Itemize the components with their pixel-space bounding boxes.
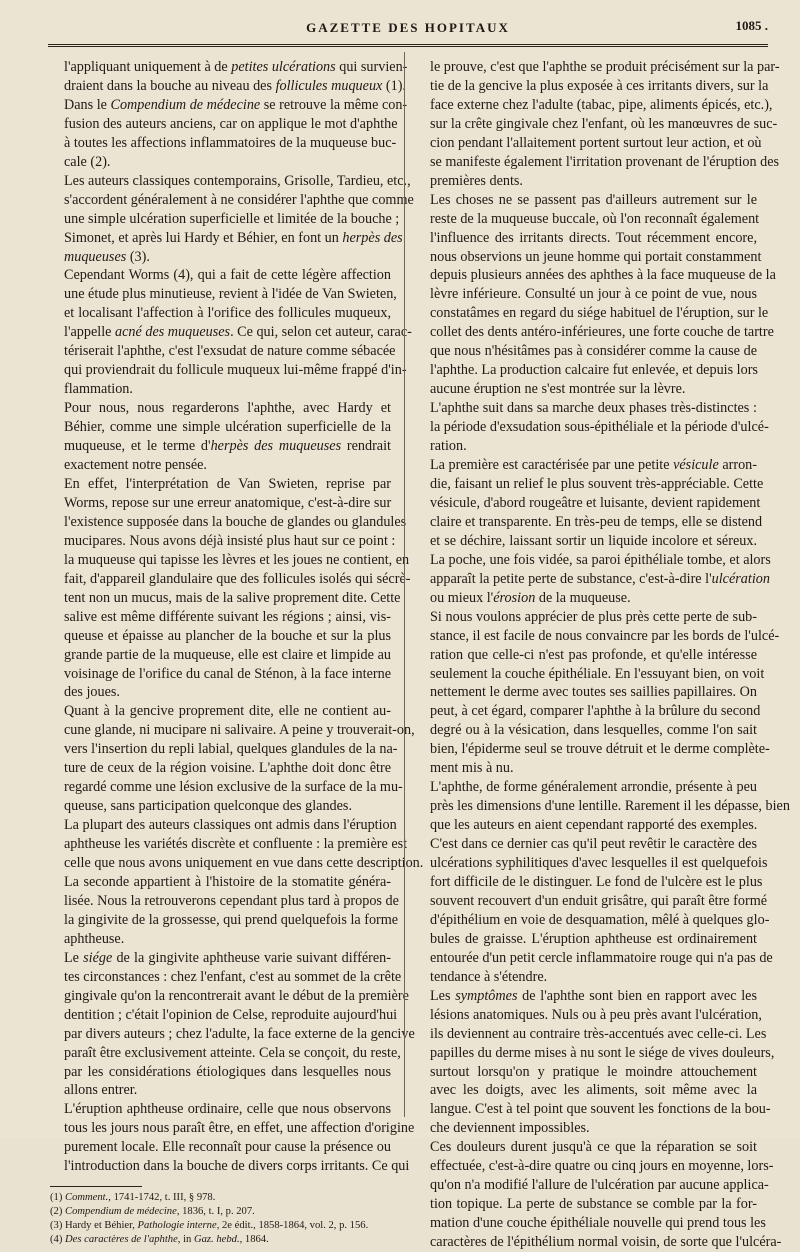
text-line: ture de ceux de la région voisine. L'aphthe doit donc être [64, 760, 391, 777]
text-line: avec les doigts, avec les aliments, soit même avec la [430, 1082, 757, 1099]
left_column-paragraph [50, 58, 408, 96]
right_column-paragraph [416, 987, 775, 1139]
text-line: près les dimensions d'une lentille. Rarement il les dépasse, bien [430, 798, 790, 815]
text-line: muqueuses (3). [64, 248, 150, 265]
text-line: entourée d'un petit cercle inflammatoire rouge qui n'a pas de [430, 949, 773, 966]
text-line: flammation. [64, 381, 133, 398]
text-line: par les considérations étiologiques dans lesquelles nous [64, 1063, 391, 1080]
right_column-paragraph [416, 191, 776, 399]
text-line: C'est dans ce dernier cas qu'il peut revêtir le caractère des [430, 836, 757, 853]
text-line: Béhier, comme une simple ulcération superficielle de la [64, 419, 391, 436]
text-line: fort difficile de le distinguer. Le fond de l'ulcère est le plus [430, 873, 763, 890]
text-line: Dans le Compendium de médecine se retrouve la même con- [64, 96, 408, 113]
text-line: surtout lorsqu'on y pratique le moindre attouchement [430, 1063, 757, 1080]
left_column-paragraph [50, 96, 408, 172]
text-line: tendance à s'étendre. [430, 968, 548, 985]
text-line: fait, d'appareil glandulaire que des follicules isolés qui sécrè- [64, 570, 411, 587]
text-line: tent non un mucus, mais de la salive proprement dite. Cette [64, 589, 401, 606]
text-line: aucune éruption ne s'est montrée sur la lèvre. [430, 381, 686, 398]
text-line: tie de la gencive la plus exposée à ces irritants divers, sur la [430, 77, 769, 94]
text-line: seulement la couche épithéliale. En l'essuyant bien, on voit [430, 665, 765, 682]
text-line: caractères de l'épithélium normal voisin, de sorte que l'ulcéra- [430, 1234, 782, 1251]
text-line: Si nous voulons apprécier de plus près cette perte de sub- [430, 608, 757, 625]
text-line: l'appliquant uniquement à de petites ulcérations qui survien- [64, 59, 408, 75]
text-line: Pour nous, nous regarderons l'aphthe, avec Hardy et [64, 400, 391, 417]
text-line: gingivale qu'on la rencontrerait avant le début de la première [64, 987, 409, 1004]
text-line: depuis plusieurs années des aphthes à la face muqueuse de la [430, 267, 776, 284]
text-line: stance, il est facile de nous convaincre par les bords de l'ulcé- [430, 627, 780, 644]
text-line: la période d'exsudation sous-épithéliale et la période d'ulcé- [430, 419, 769, 436]
text-line: la muqueuse qui tapisse les lèvres et les joues ne contient, en [64, 551, 410, 568]
text-line: peut, à cet égard, comparer l'aphthe à la brûlure du second [430, 703, 761, 720]
right_column-paragraph [416, 778, 790, 986]
text-line: tes circonstances : chez l'enfant, c'est au sommet de la crête [64, 968, 402, 985]
text-line: face externe chez l'adulte (tabac, pipe, aliments épicés, etc.), [430, 96, 773, 113]
text-line: bien, l'épiderme seul se trouve détruit et le derme complète- [430, 741, 770, 758]
text-line: La plupart des auteurs classiques ont admis dans l'éruption [64, 817, 397, 834]
text-line: et localisant l'affection à l'orifice des follicules muqueux, [64, 305, 391, 322]
text-line: claire et transparente. En très-peu de temps, elle se distend [430, 513, 763, 530]
text-line: degré ou à la vésication, dans lesquelles, comme l'on sait [430, 722, 757, 739]
text-line: l'appelle acné des muqueuses. Ce qui, selon cet auteur, carac- [64, 324, 412, 341]
text-line: purement locale. Elle reconnaît pour cause la présence ou [64, 1139, 391, 1156]
text-line: queuse et épaisse au plancher de la bouche et sur la plus [64, 627, 391, 644]
text-line: l'introduction dans la bouche de divers corps irritants. Ce qui [64, 1158, 410, 1175]
text-line: Les choses ne se passent pas d'ailleurs autrement sur le [430, 191, 757, 208]
footnotes [50, 1191, 391, 1247]
right_column-paragraph [416, 58, 780, 191]
header-rule [48, 44, 768, 47]
text-line: ulcérations syphilitiques d'avec lesquelles il est quelquefois [430, 855, 768, 872]
left_column-paragraph [50, 172, 414, 267]
text-line: L'aphthe, de forme généralement arrondie, présente à peu [430, 779, 757, 796]
text-line: papilles du derme mises à nu sont le siége de vives douleurs, [430, 1044, 775, 1061]
text-line: qui proviendrait du follicule muqueux lui-même frappé d'in- [64, 362, 407, 379]
text-line: reste de la muqueuse buccale, où l'on reconnaît également [430, 210, 760, 227]
text-line: Ces douleurs durent jusqu'à ce que la réparation se soit [430, 1139, 757, 1156]
text-line: des joues. [64, 684, 120, 701]
text-line: effectuée, c'est-à-dire quatre ou cinq jours en moyenne, lors- [430, 1158, 774, 1175]
right-column [416, 58, 790, 1252]
text-line: lèvre inférieure. Consulté un jour à ce point de vue, nous [430, 286, 757, 303]
text-line: Les auteurs classiques contemporains, Grisolle, Tardieu, etc., [64, 172, 411, 189]
text-line: cale (2). [64, 153, 111, 170]
text-line: tion topique. La perte de substance se comble par la for- [430, 1196, 757, 1213]
text-line: la gingivite de la grossesse, qui prend quelquefois la forme [64, 911, 399, 928]
text-line: queuse, sans participation quelconque des glandes. [64, 798, 353, 815]
text-line: aphtheuse. [64, 930, 125, 947]
text-line: cion pendant l'allaitement portent surtout leur action, et où [430, 134, 762, 151]
text-line: die, faisant un relief le plus souvent très-appréciable. Cette [430, 475, 764, 492]
text-line: que les auteurs en aient cependant rapporté des exemples. [430, 817, 758, 834]
footnote: (4) Des caractères de l'aphthe, in Gaz. hebd., 1864. [50, 1234, 269, 1246]
text-line: tériserait l'aphthe, c'est l'exsudat de nature comme sébacée [64, 343, 396, 360]
text-line: ration. [430, 438, 467, 455]
left_column-paragraph [50, 816, 424, 949]
text-line: souvent recouvert d'un enduit grisâtre, qui paraît être formé [430, 892, 768, 909]
text-line: l'influence des irritants directs. Tout récemment encore, [430, 229, 757, 246]
text-line: draient dans la bouche au niveau des follicules muqueux (1). [64, 77, 406, 94]
running-title: GAZETTE DES HOPITAUX [306, 20, 510, 35]
text-line: Quant à la gencive proprement dite, elle ne contient au- [64, 703, 391, 720]
text-line: le prouve, c'est que l'aphthe se produit précisément sur la par- [430, 59, 780, 75]
left_column-paragraph [50, 399, 391, 475]
right_column-paragraph [416, 1138, 782, 1252]
text-line: grande partie de la muqueuse, elle est claire et limpide au [64, 646, 391, 663]
text-line: sur la crête gingivale chez l'enfant, où les manœuvres de suc- [430, 115, 778, 132]
text-line: langue. C'est à tel point que souvent les fonctions de la bou- [430, 1101, 771, 1118]
text-line: ou mieux l'érosion de la muqueuse. [430, 589, 631, 606]
text-line: fusion des auteurs anciens, car on applique le mot d'aphthe [64, 115, 398, 132]
footnote: (2) Compendium de médecine, 1836, t. I, p. 207. [50, 1206, 255, 1218]
text-line: La première est caractérisée par une petite vésicule arron- [430, 457, 757, 474]
text-line: nous observions un jeune homme qui portait constamment [430, 248, 762, 265]
right_column-paragraph [416, 608, 780, 779]
text-line: Les symptômes de l'aphthe sont bien en rapport avec les [430, 987, 757, 1004]
text-line: mucipares. Nous avons déjà insisté plus haut sur ce point : [64, 532, 396, 549]
right_column-paragraph [416, 456, 771, 608]
footnote: (3) Hardy et Béhier, Pathologie interne, 2e édit., 1858-1864, vol. 2, p. 156. [50, 1220, 369, 1232]
page-number: 1085 . [735, 18, 768, 33]
text-line: l'aphthe. La production calcaire fut enlevée, et depuis lors [430, 362, 758, 379]
text-line: collet des dents antéro-inférieures, une forte couche de tartre [430, 324, 774, 341]
text-line: paraît être exclusivement atteinte. Cela se conçoit, du reste, [64, 1044, 401, 1061]
right_column-paragraph [416, 399, 769, 456]
left_column-paragraph [50, 266, 412, 399]
text-line: ment mis à nu. [430, 760, 514, 777]
text-line: salive est même différente suivant les régions ; ainsi, vis- [64, 608, 391, 625]
text-line: bules de graisse. L'éruption aphtheuse est ordinairement [430, 930, 757, 947]
text-line: L'éruption aphtheuse ordinaire, celle que nous observons [64, 1101, 391, 1118]
text-line: apparaît la petite perte de substance, c'est-à-dire l'ulcération [430, 570, 770, 587]
text-line: exactement notre pensée. [64, 457, 207, 474]
text-line: lésions anatomiques. Nuls ou à peu près avant l'ulcération, [430, 1006, 762, 1023]
text-line: Worms, repose sur une erreur anatomique, c'est-à-dire sur [64, 494, 392, 511]
text-line: lisée. Nous la retrouverons cependant plus tard à propos de [64, 892, 399, 909]
footnote: (1) Comment., 1741-1742, t. III, § 978. [50, 1192, 216, 1204]
text-line: voisinage de l'orifice du canal de Sténon, à la face interne [64, 665, 391, 682]
text-line: cune glande, ni mucipare ni salivaire. A peine y trouverait-on, [64, 722, 415, 739]
text-line: che deviennent impossibles. [430, 1120, 590, 1137]
text-line: s'accordent généralement à ne considérer l'aphthe que comme [64, 191, 414, 208]
text-line: En effet, l'interprétation de Van Swieten, reprise par [64, 475, 391, 492]
text-line: mation d'une couche épithéliale nouvelle qui prend tous les [430, 1215, 766, 1232]
text-line: L'aphthe suit dans sa marche deux phases très-distinctes : [430, 400, 757, 417]
text-line: par divers auteurs ; chez l'adulte, la face externe de la gencive [64, 1025, 415, 1042]
text-line: l'existence supposée dans la bouche de glandes ou glandules [64, 513, 407, 530]
text-line: muqueuse, et le terme d'herpès des muqueuses rendrait [64, 438, 391, 455]
text-line: Le siége de la gingivite aphtheuse varie suivant différen- [64, 949, 391, 966]
text-line: à toutes les affections inflammatoires de la muqueuse buc- [64, 134, 397, 151]
left_column-paragraph [50, 702, 415, 816]
text-line: nettement le derme avec toutes ses saillies papillaires. On [430, 684, 757, 701]
text-line: La seconde appartient à l'histoire de la stomatite généra- [64, 873, 391, 890]
left-column [50, 58, 424, 1247]
text-line: se manifeste également l'irritation provenant de l'éruption des [430, 153, 780, 170]
left_column-paragraph [50, 1100, 415, 1176]
left_column-paragraph [50, 949, 415, 1101]
text-line: vers l'insertion du repli labial, quelques glandules de la na- [64, 741, 398, 758]
text-line: ils deviennent au contraire très-accentués avec celle-ci. Les [430, 1025, 767, 1042]
text-line: allons entrer. [64, 1082, 138, 1099]
text-line: dentition ; c'était l'opinion de Celse, reproduite aujourd'hui [64, 1006, 398, 1023]
text-line: Cependant Worms (4), qui a fait de cette légère affection [64, 267, 391, 284]
text-line: regardé comme une lésion exclusive de la surface de la mu- [64, 779, 403, 796]
text-line: constatâmes en regard du siége habituel de l'éruption, sur le [430, 305, 769, 322]
text-line: celle que nous avons uniquement en vue dans cette description. [64, 855, 424, 872]
column-divider [404, 52, 405, 1117]
text-line: qu'on n'a modifié l'allure de l'ulcération par aucune applica- [430, 1177, 769, 1194]
text-line: La poche, une fois vidée, sa paroi épithéliale tombe, et alors [430, 551, 771, 568]
text-line: Simonet, et après lui Hardy et Béhier, en font un herpès des [64, 229, 403, 246]
text-line: tous les jours nous paraît être, en effet, une affection d'origine [64, 1120, 415, 1137]
text-line: aphtheuse les variétés discrète et confluente : la première est [64, 836, 408, 853]
footnote-rule [50, 1186, 142, 1187]
text-line: une étude plus minutieuse, revient à l'idée de Van Swieten, [64, 286, 397, 303]
text-line: ration que celle-ci n'est pas profonde, et qu'elle intéresse [430, 646, 757, 663]
text-line: que nous n'hésitâmes pas à considérer comme la cause de [430, 343, 757, 360]
text-line: et se déchire, laissant sortir un liquide incolore et séreux. [430, 532, 757, 549]
left_column-paragraph [50, 475, 411, 702]
text-line: une simple ulcération superficielle et limitée de la bouche ; [64, 210, 400, 227]
text-line: premières dents. [430, 172, 523, 189]
text-line: d'épithélium en voie de desquamation, mêlé à quelques glo- [430, 911, 770, 928]
text-line: vésicule, d'abord rougeâtre et luisante, devient rapidement [430, 494, 761, 511]
page-header [48, 14, 768, 38]
